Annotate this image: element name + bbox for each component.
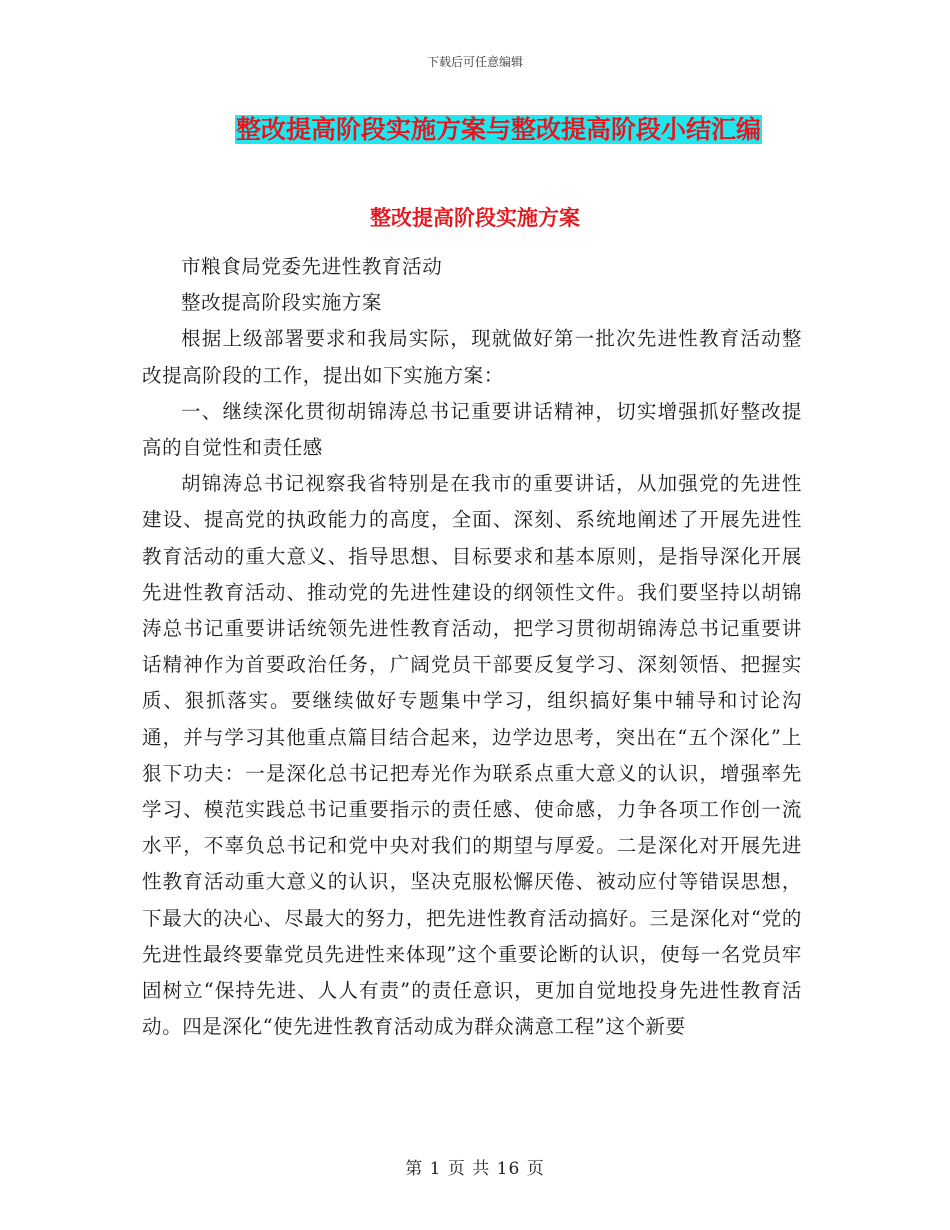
paragraph-section-heading: 一、继续深化贯彻胡锦涛总书记重要讲话精神，切实增强抓好整改提高的自觉性和责任感 xyxy=(142,399,802,460)
paragraph-intro: 根据上级部署要求和我局实际，现就做好第一批次先进性教育活动整改提高阶段的工作，提出如下实施方案： xyxy=(142,327,802,387)
main-title-highlight: 整改提高阶段实施方案与整改提高阶段小结汇编 xyxy=(235,115,761,144)
document-body xyxy=(142,249,802,1045)
paragraph-body: 胡锦涛总书记视察我省特别是在我市的重要讲话，从加强党的先进性建设、提高党的执政能力的高度，全面、深刻、系统地阐述了开展先进性教育活动的重大意义、指导思想、目标要求和基本原则，是指导深化开展先进性教育活动、推动党的先进性建设的纲领性文件。我们要坚持以胡锦涛总书记重要讲话统领先进性教育活动，把学习贯彻胡锦涛总书记重要讲话精神作为首要政治任务，广阔党员干部要反复学习、深刻领悟、把握实质、狠抓落实。要继续做好专题集中学习，组织搞好集中辅导和讨论沟通，并与学习其他重点篇目结合起来，边学边思考，突出在“五个深化”上狠下功夫：一是深化总书记把寿光作为联系点重大意义的认识，增强率先学习、模范实践总书记重要指示的责任感、使命感，力争各项工作创一流水平，不辜负总书记和党中央对我们的期望与厚爱。二是深化对开展先进性教育活动重大意义的认识，坚决克服松懈厌倦、被动应付等错误思想，下最大的决心、尽最大的努力，把先进性教育活动搞好。三是深化对“党的先进性最终要靠党员先进性来体现”这个重要论断的认识，使每一名党员牢固树立“保持先进、人人有责”的责任意识，更加自觉地投身先进性教育活动。四是深化“使先进性教育活动成为群众满意工程”这个新要 xyxy=(142,472,802,1039)
document-main-title xyxy=(220,112,777,148)
page-number: 第 1 页 共 16 页 xyxy=(405,1159,545,1179)
section-title: 整改提高阶段实施方案 xyxy=(370,205,580,230)
paragraph-plan-title: 整改提高阶段实施方案 xyxy=(181,291,383,315)
paragraph-org: 市粮食局党委先进性教育活动 xyxy=(181,255,443,278)
header-note: 下载后可任意编辑 xyxy=(426,55,523,69)
